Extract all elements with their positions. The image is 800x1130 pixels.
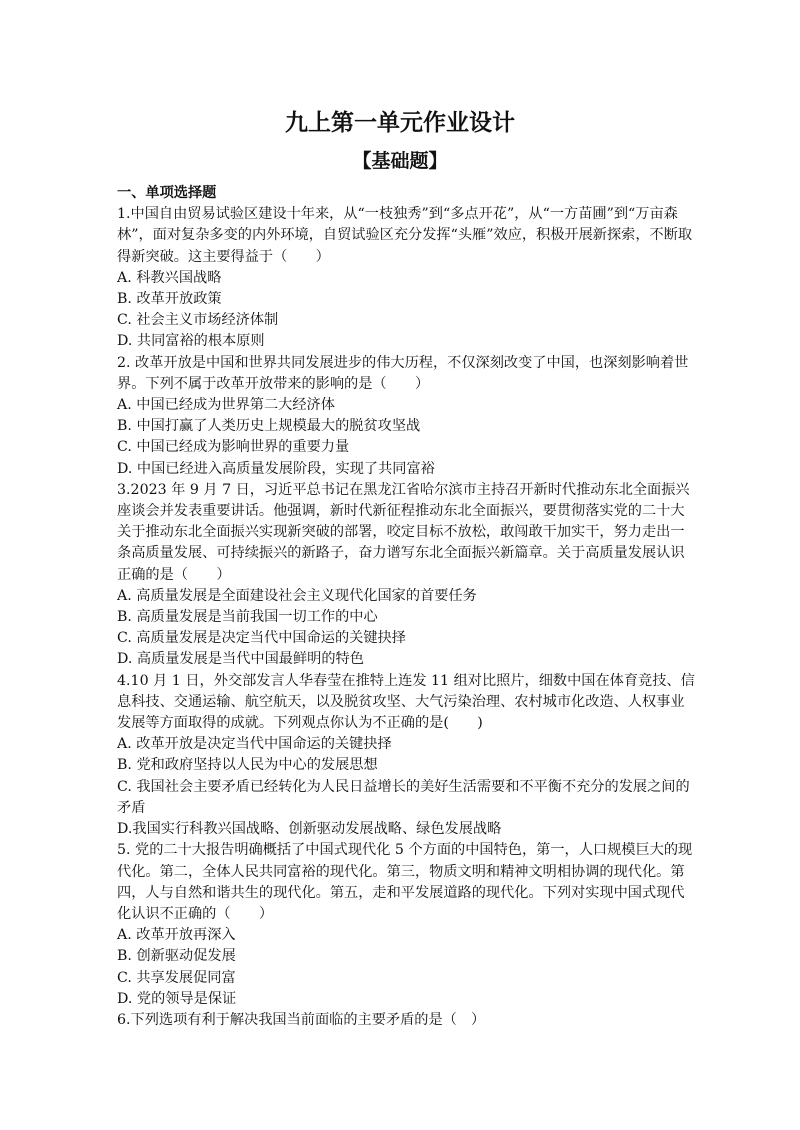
option-b: B. 党和政府坚持以人民为中心的发展思想 (117, 757, 378, 774)
option-d: D. 党的领导是保证 (117, 990, 237, 1007)
option-c: C. 高质量发展是决定当代中国命运的关键抉择 (117, 630, 406, 647)
question-2 (117, 353, 697, 480)
option-c: C. 共享发展促同富 (117, 969, 236, 986)
section-heading-basic: 【基础题】 (352, 150, 448, 172)
option-d: D. 高质量发展是当代中国最鲜明的特色 (117, 651, 364, 668)
question-stem: 4.10 月 1 日，外交部发言人华春莹在推特上连发 11 组对比照片，细数中国在体育竞技、信息科技、交通运输、航空航天，以及脱贫攻坚、大气污染治理、农村城市化改造、人权事业发展等方面取得的成就。下列观点你认为不正确的是( ) (117, 672, 695, 732)
option-a: A. 中国已经成为世界第二大经济体 (117, 397, 335, 414)
question-stem: 1.中国自由贸易试验区建设十年来，从“一枝独秀”到“多点开花”，从“一方苗圃”到“万亩森林”，面对复杂多变的内外环境，自贸试验区充分发挥“头雁”效应，积极开展新探索，不断取得新突破。这主要得益于（ ） (117, 206, 693, 265)
option-a: A. 改革开放是决定当代中国命运的关键抉择 (117, 736, 392, 753)
option-d: D. 中国已经进入高质量发展阶段，实现了共同富裕 (117, 460, 435, 477)
option-a: A. 高质量发展是全面建设社会主义现代化国家的首要任务 (117, 587, 477, 604)
option-a: A. 科教兴国战略 (117, 269, 222, 286)
option-b: B. 高质量发展是当前我国一切工作的中心 (117, 609, 378, 626)
document-title: 九上第一单元作业设计 (285, 110, 515, 136)
question-1 (117, 204, 697, 352)
option-d: D. 共同富裕的根本原则 (117, 333, 265, 350)
question-4 (117, 671, 697, 841)
question-list (117, 183, 697, 1031)
option-b: B. 创新驱动促发展 (117, 948, 236, 965)
question-stem: 2. 改革开放是中国和世界共同发展进步的伟大历程，不仅深刻改变了中国，也深刻影响着世界。下列不属于改革开放带来的影响的是（ ） (117, 354, 689, 392)
option-c: C. 我国社会主要矛盾已经转化为人民日益增长的美好生活需要和不平衡不充分的发展之间的矛盾 (117, 778, 690, 816)
question-stem: 6.下列选项有利于解决我国当前面临的主要矛盾的是（ ） (117, 1011, 486, 1028)
question-6 (117, 1010, 697, 1031)
question-type-heading: 一、单项选择题 (117, 185, 217, 201)
option-d: D.我国实行科教兴国战略、创新驱动发展战略、绿色发展战略 (117, 821, 502, 838)
option-b: B. 改革开放政策 (117, 291, 222, 308)
question-3 (117, 480, 697, 671)
question-stem: 5. 党的二十大报告明确概括了中国式现代化 5 个方面的中国特色，第一，人口规模巨大的现代化。第二，全体人民共同富裕的现代化。第三，物质文明和精神文明相协调的现代化。第四，人与自然和谐共生的现代化。第五，走和平发展道路的现代化。下列对实现中国式现代化认识不正确的（ ） (117, 842, 693, 922)
option-a: A. 改革开放再深入 (117, 927, 236, 944)
option-c: C. 中国已经成为影响世界的重要力量 (117, 439, 350, 456)
question-stem: 3.2023 年 9 月 7 日，习近平总书记在黑龙江省哈尔滨市主持召开新时代推动东北全面振兴座谈会并发表重要讲话。他强调，新时代新征程推动东北全面振兴，要贯彻落实党的二十大关于推动东北全面振兴实现新突破的部署，咬定目标不放松，敢闯敢干加实干，努力走出一条高质量发展、可持续振兴的新路子，奋力谱写东北全面振兴新篇章。关于高质量发展认识正确的是（ ） (117, 481, 690, 583)
question-5 (117, 840, 697, 1010)
option-b: B. 中国打赢了人类历史上规模最大的脱贫攻坚战 (117, 418, 421, 435)
option-c: C. 社会主义市场经济体制 (117, 312, 279, 329)
